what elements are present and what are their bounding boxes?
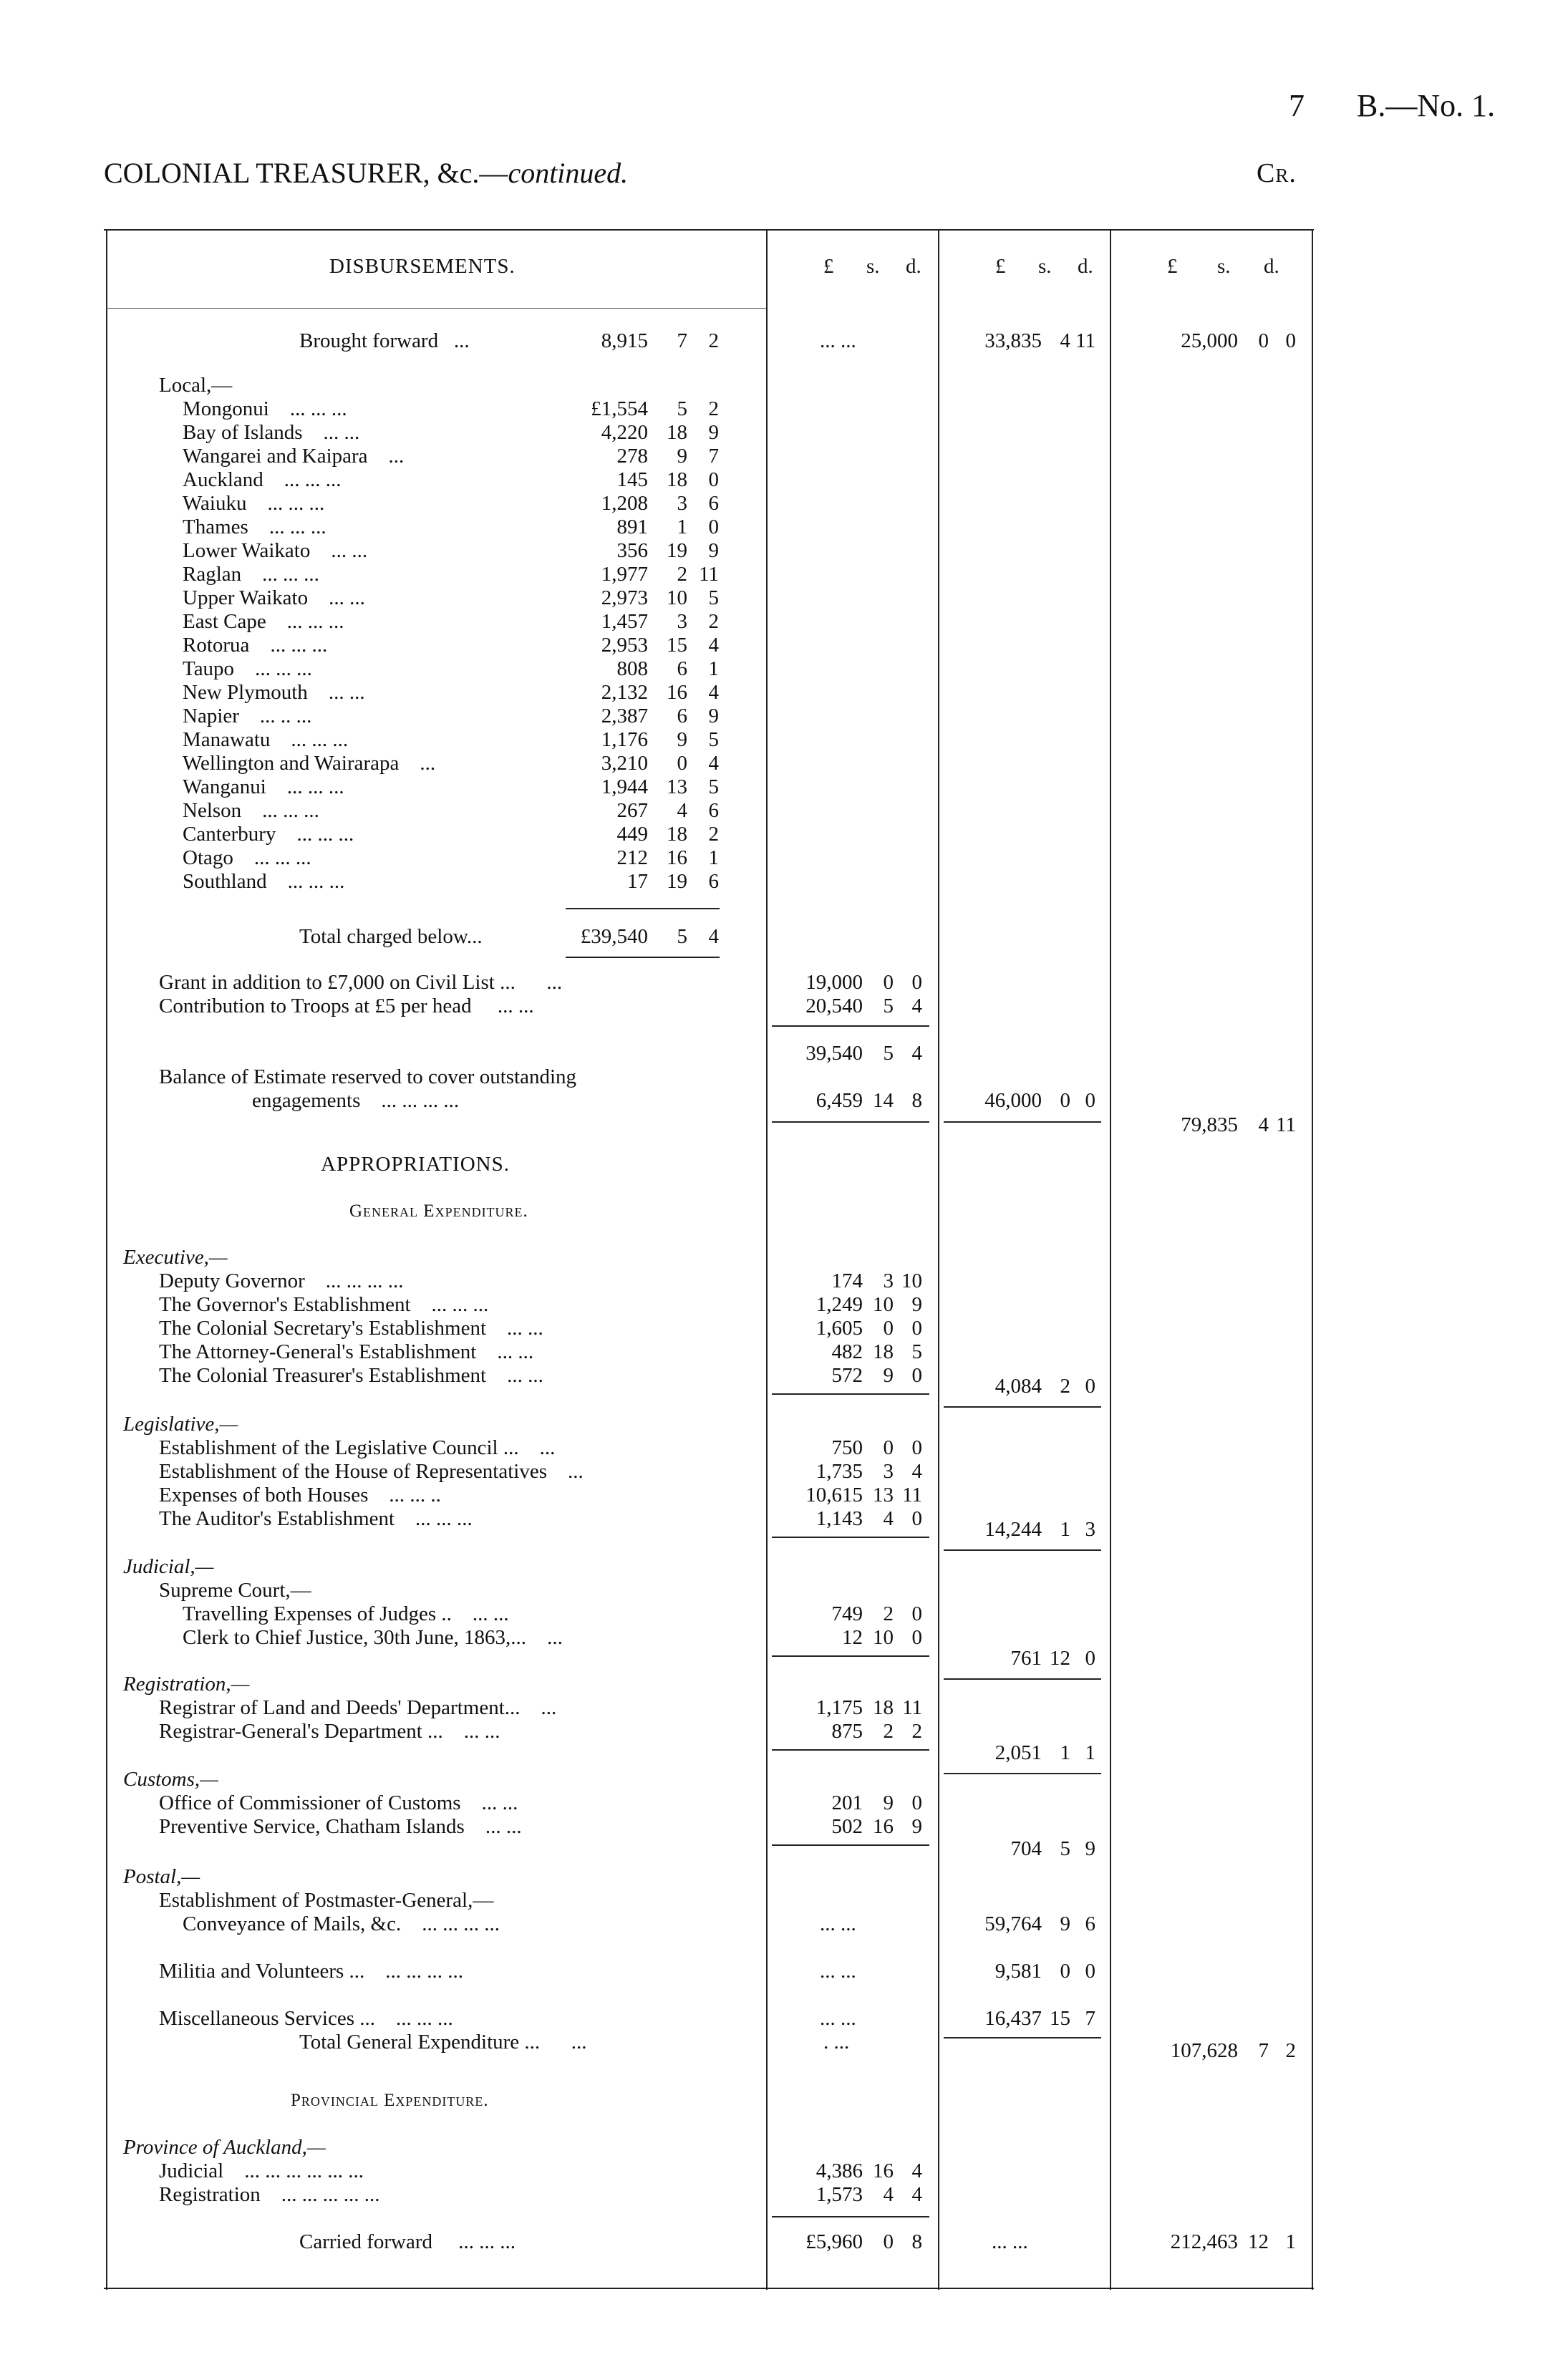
local-item-label: East Cape ... ... ... bbox=[183, 610, 344, 633]
document-reference: B.—No. 1. bbox=[1357, 88, 1496, 123]
executive-item-label: The Attorney-General's Establishment ... ... bbox=[159, 1340, 534, 1363]
local-item-label: Otago ... ... ... bbox=[183, 846, 311, 869]
judicial-item-label: Travelling Expenses of Judges .. ... ... bbox=[183, 1602, 509, 1625]
local-item-label: Napier ... .. ... bbox=[183, 705, 312, 727]
local-item-label: New Plymouth ... ... bbox=[183, 681, 365, 704]
general-expenditure-heading: General Expenditure. bbox=[349, 1201, 528, 1221]
page-title: COLONIAL TREASURER, &c.—continued. bbox=[104, 157, 629, 189]
local-item-label: Upper Waikato ... ... bbox=[183, 586, 365, 609]
local-heading: Local,— bbox=[159, 374, 233, 397]
customs-item-label: Office of Commissioner of Customs ... ... bbox=[159, 1791, 518, 1814]
local-item-label: Nelson ... ... ... bbox=[183, 799, 319, 822]
judicial-item-label: Clerk to Chief Justice, 30th June, 1863,... ... bbox=[183, 1626, 563, 1649]
postal-heading: Postal,— bbox=[123, 1865, 200, 1888]
local-item-label: Wanganui ... ... ... bbox=[183, 775, 344, 798]
disbursements-header: DISBURSEMENTS. bbox=[329, 255, 516, 278]
contribution-label: Contribution to Troops at £5 per head ... ... bbox=[159, 995, 534, 1017]
registration-heading: Registration,— bbox=[123, 1673, 250, 1696]
legislative-heading: Legislative,— bbox=[123, 1413, 238, 1436]
judicial-heading: Judicial,— bbox=[123, 1555, 214, 1578]
balance-label-line1: Balance of Estimate reserved to cover outstanding bbox=[159, 1065, 577, 1088]
total-general-label: Total General Expenditure ... ... bbox=[299, 2031, 587, 2054]
local-item-label: Southland ... ... ... bbox=[183, 870, 345, 893]
executive-item-label: The Colonial Secretary's Establishment ... ... bbox=[159, 1317, 543, 1340]
executive-heading: Executive,— bbox=[123, 1246, 228, 1269]
executive-item-label: The Governor's Establishment ... ... ... bbox=[159, 1293, 489, 1316]
registration-rule bbox=[772, 1749, 929, 1751]
judicial-rule bbox=[772, 1655, 929, 1657]
local-item-label: Wangarei and Kaipara ... bbox=[183, 445, 405, 468]
legislative-item-label: Establishment of the House of Representatives ... bbox=[159, 1460, 584, 1483]
auckland-heading: Province of Auckland,— bbox=[123, 2136, 326, 2159]
appropriations-heading: APPROPRIATIONS. bbox=[321, 1153, 510, 1176]
carried-forward-col2: ... ... bbox=[992, 2230, 1028, 2253]
local-item-label: Manawatu ... ... ... bbox=[183, 728, 349, 751]
local-item-label: Thames ... ... ... bbox=[183, 516, 326, 538]
postal-line1: Establishment of Postmaster-General,— bbox=[159, 1889, 494, 1912]
local-item-label: Lower Waikato ... ... bbox=[183, 539, 368, 562]
credit-side-label: Cr. bbox=[1257, 158, 1297, 188]
militia-label: Militia and Volunteers ... ... ... ... ... bbox=[159, 1960, 464, 1983]
judicial-subheading: Supreme Court,— bbox=[159, 1579, 311, 1602]
judicial-total-rule bbox=[944, 1678, 1101, 1680]
provincial-expenditure-heading: Provincial Expenditure. bbox=[291, 2091, 489, 2110]
local-item-label: Waiuku ... ... ... bbox=[183, 492, 325, 515]
customs-rule bbox=[772, 1844, 929, 1846]
auckland-item-label: Registration ... ... ... ... ... bbox=[159, 2183, 380, 2206]
local-item-label: Mongonui ... ... ... bbox=[183, 397, 347, 420]
postal-col1: ... ... bbox=[820, 1912, 856, 1935]
local-item-label: Raglan ... ... ... bbox=[183, 563, 319, 586]
local-item-label: Taupo ... ... ... bbox=[183, 657, 312, 680]
registration-item-label: Registrar-General's Department ... ... ... bbox=[159, 1720, 500, 1743]
registration-item-label: Registrar of Land and Deeds' Department... ... bbox=[159, 1696, 557, 1719]
local-item-label: Bay of Islands ... ... bbox=[183, 421, 360, 444]
auckland-item-label: Judicial ... ... ... ... ... ... bbox=[159, 2159, 364, 2182]
legislative-total-rule bbox=[944, 1549, 1101, 1551]
postal-line2: Conveyance of Mails, &c. ... ... ... ... bbox=[183, 1912, 500, 1935]
carried-forward-label: Carried forward ... ... ... bbox=[299, 2230, 516, 2253]
customs-heading: Customs,— bbox=[123, 1768, 218, 1791]
balance-label-line2: engagements ... ... ... ... bbox=[252, 1089, 460, 1112]
local-item-label: Canterbury ... ... ... bbox=[183, 823, 354, 846]
legislative-item-label: The Auditor's Establishment ... ... ... bbox=[159, 1507, 473, 1530]
misc-label: Miscellaneous Services ... ... ... ... bbox=[159, 2007, 453, 2030]
local-item-label: Auckland ... ... ... bbox=[183, 468, 342, 491]
total-general-col1: . ... bbox=[823, 2031, 850, 2054]
local-item-label: Wellington and Wairarapa ... bbox=[183, 752, 436, 775]
executive-total-rule bbox=[944, 1406, 1101, 1408]
customs-item-label: Preventive Service, Chatham Islands ... ... bbox=[159, 1815, 522, 1838]
brought-forward-col1: ... ... bbox=[820, 329, 856, 352]
executive-item-label: The Colonial Treasurer's Establishment ... ... bbox=[159, 1364, 543, 1387]
page-number: 7 bbox=[1289, 88, 1305, 123]
local-item-label: Rotorua ... ... ... bbox=[183, 634, 328, 657]
executive-item-label: Deputy Governor ... ... ... ... bbox=[159, 1269, 404, 1292]
brought-forward-label: Brought forward ... bbox=[299, 329, 470, 352]
legislative-item-label: Establishment of the Legislative Council ... ... bbox=[159, 1436, 556, 1459]
legislative-item-label: Expenses of both Houses ... ... .. bbox=[159, 1484, 441, 1506]
registration-total-rule bbox=[944, 1773, 1101, 1774]
misc-col1: ... ... bbox=[820, 2007, 856, 2030]
militia-col1: ... ... bbox=[820, 1960, 856, 1983]
grant-label: Grant in addition to £7,000 on Civil List ... ... bbox=[159, 971, 563, 994]
local-total-label: Total charged below... bbox=[299, 925, 483, 948]
executive-rule bbox=[772, 1393, 929, 1395]
legislative-rule bbox=[772, 1537, 929, 1538]
